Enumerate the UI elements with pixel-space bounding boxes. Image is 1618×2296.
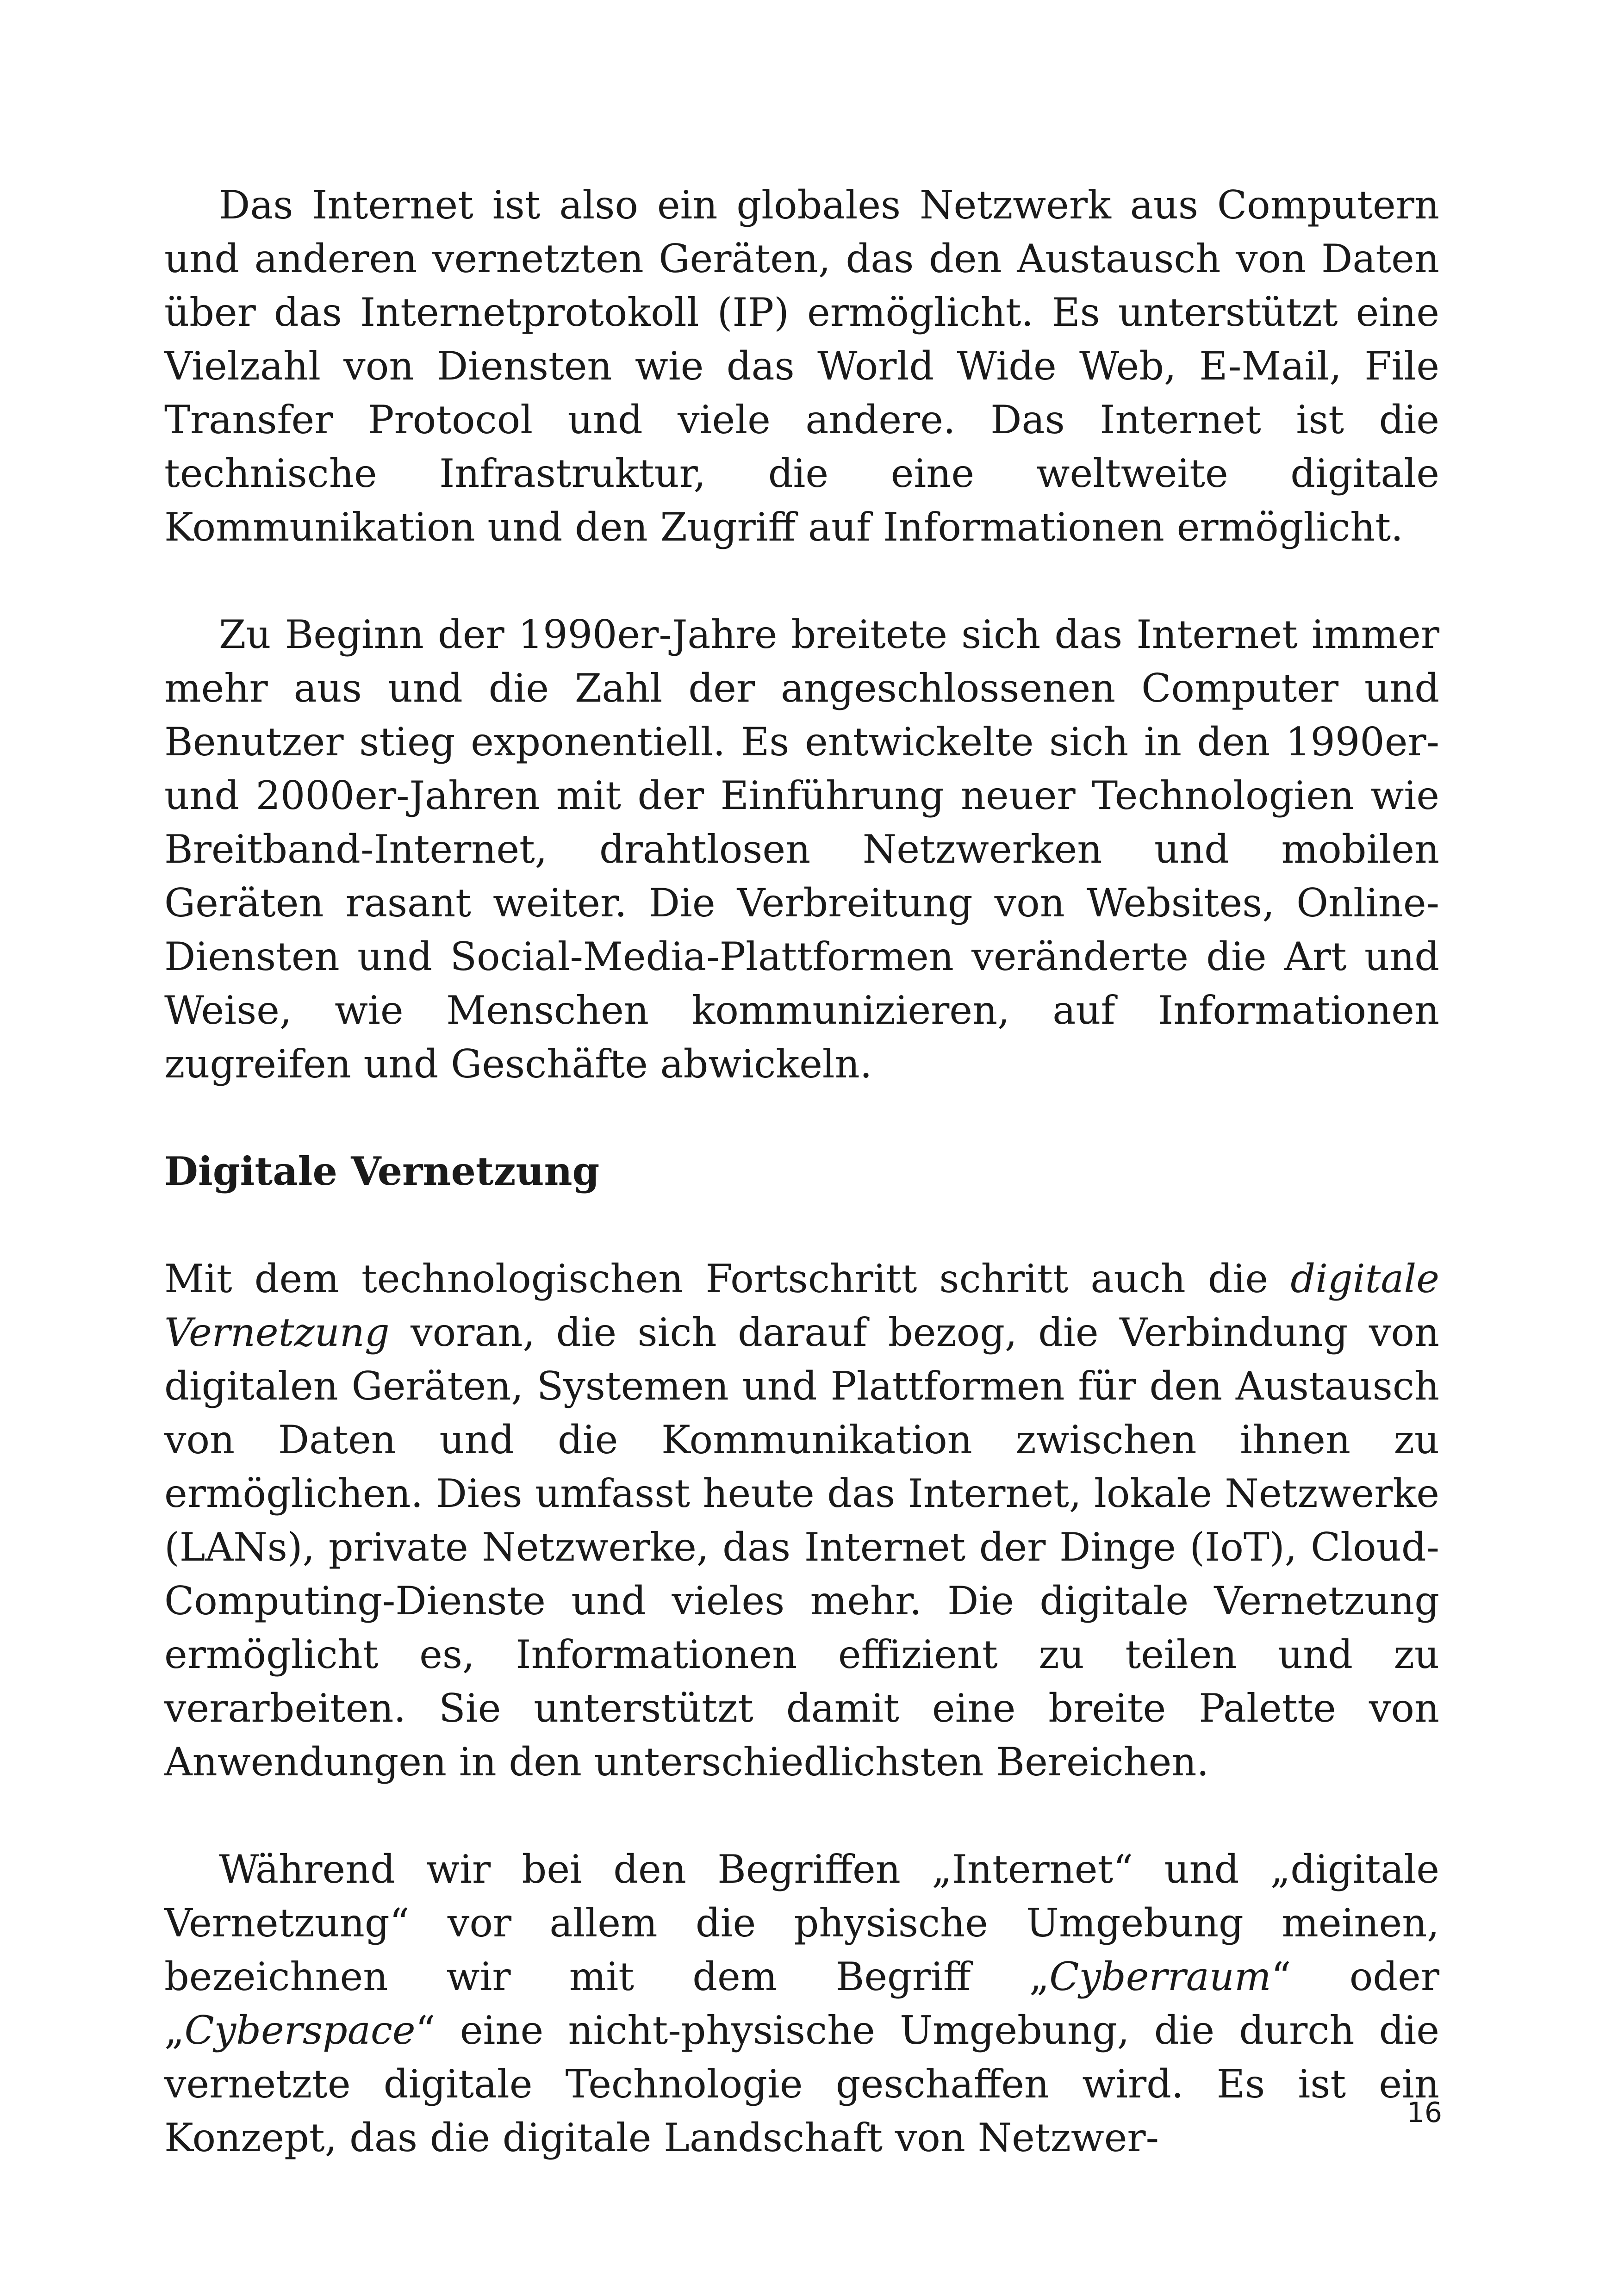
paragraph-text-segment: voran, die sich darauf bezog, die Verbindung von digitalen Geräten, Systemen und Plattformen für den Austausch von Daten und die Kommunikation zwischen ihnen zu ermöglichen. Dies umfasst heute das Internet, lokale Netzwerke (LANs), private Netzwerke, das Internet der Dinge (IoT), Cloud-Computing-Dienste und vieles mehr. Die digitale Vernetzung ermöglicht es, Informationen effizient zu teilen und zu verarbeiten. Sie unterstützt damit eine breite Palette von Anwendungen in den unterschiedlichsten Bereichen. [164, 1310, 1439, 1785]
emphasized-term: digitale Vernetzung [164, 1256, 1439, 1355]
paragraph-gap [164, 1789, 1439, 1842]
paragraph-gap [164, 1198, 1439, 1252]
paragraph-cyberspace [164, 1842, 1439, 2165]
paragraph-gap [164, 1091, 1439, 1145]
page-number: 16 [1406, 2097, 1442, 2129]
paragraph-text-segment: “ oder „ [164, 1954, 1439, 2053]
paragraph-text-segment: “ eine nicht-physische Umgebung, die durch die vernetzte digitale Technologie geschaffen wird. Es ist ein Konzept, das die digitale Landschaft von Netzwer- [164, 2008, 1439, 2160]
emphasized-term: Cyberraum [1049, 1954, 1271, 1999]
paragraph-digital-networking [164, 1252, 1439, 1789]
paragraph-gap [164, 554, 1439, 608]
emphasized-term: Cyberspace [184, 2008, 416, 2053]
paragraph-text-segment: Mit dem technologischen Fortschritt schritt auch die [164, 1256, 1291, 1301]
paragraph-text-segment: Während wir bei den Begriffen „Internet“ und „digitale Vernetzung“ vor allem die physische Umgebung meinen, bezeichnen wir mit dem Begriff „ [164, 1847, 1439, 1999]
book-page [164, 178, 1439, 2165]
section-heading: Digitale Vernetzung [164, 1148, 600, 1194]
paragraph-internet-history: Zu Beginn der 1990er-Jahre breitete sich das Internet immer mehr aus und die Zahl der angeschlossenen Computer und Benutzer stieg exponentiell. Es entwickelte sich in den 1990er- und 2000er-Jahren mit der Einführung neuer Technologien wie Breitband-Internet, drahtlosen Netzwerken und mobilen Geräten rasant weiter. Die Verbreitung von Websites, Online-Diensten und Social-Media-Plattformen veränderte die Art und Weise, wie Menschen kommunizieren, auf Informationen zugreifen und Geschäfte abwickeln. [164, 612, 1439, 1087]
paragraph-internet-definition: Das Internet ist also ein globales Netzwerk aus Computern und anderen vernetzten Geräten, das den Austausch von Daten über das Internetprotokoll (IP) ermöglicht. Es unterstützt eine Vielzahl von Diensten wie das World Wide Web, E-Mail, File Transfer Protocol und viele andere. Das Internet ist die technische Infrastruktur, die eine weltweite digitale Kommunikation und den Zugriff auf Informationen ermöglicht. [164, 182, 1439, 550]
